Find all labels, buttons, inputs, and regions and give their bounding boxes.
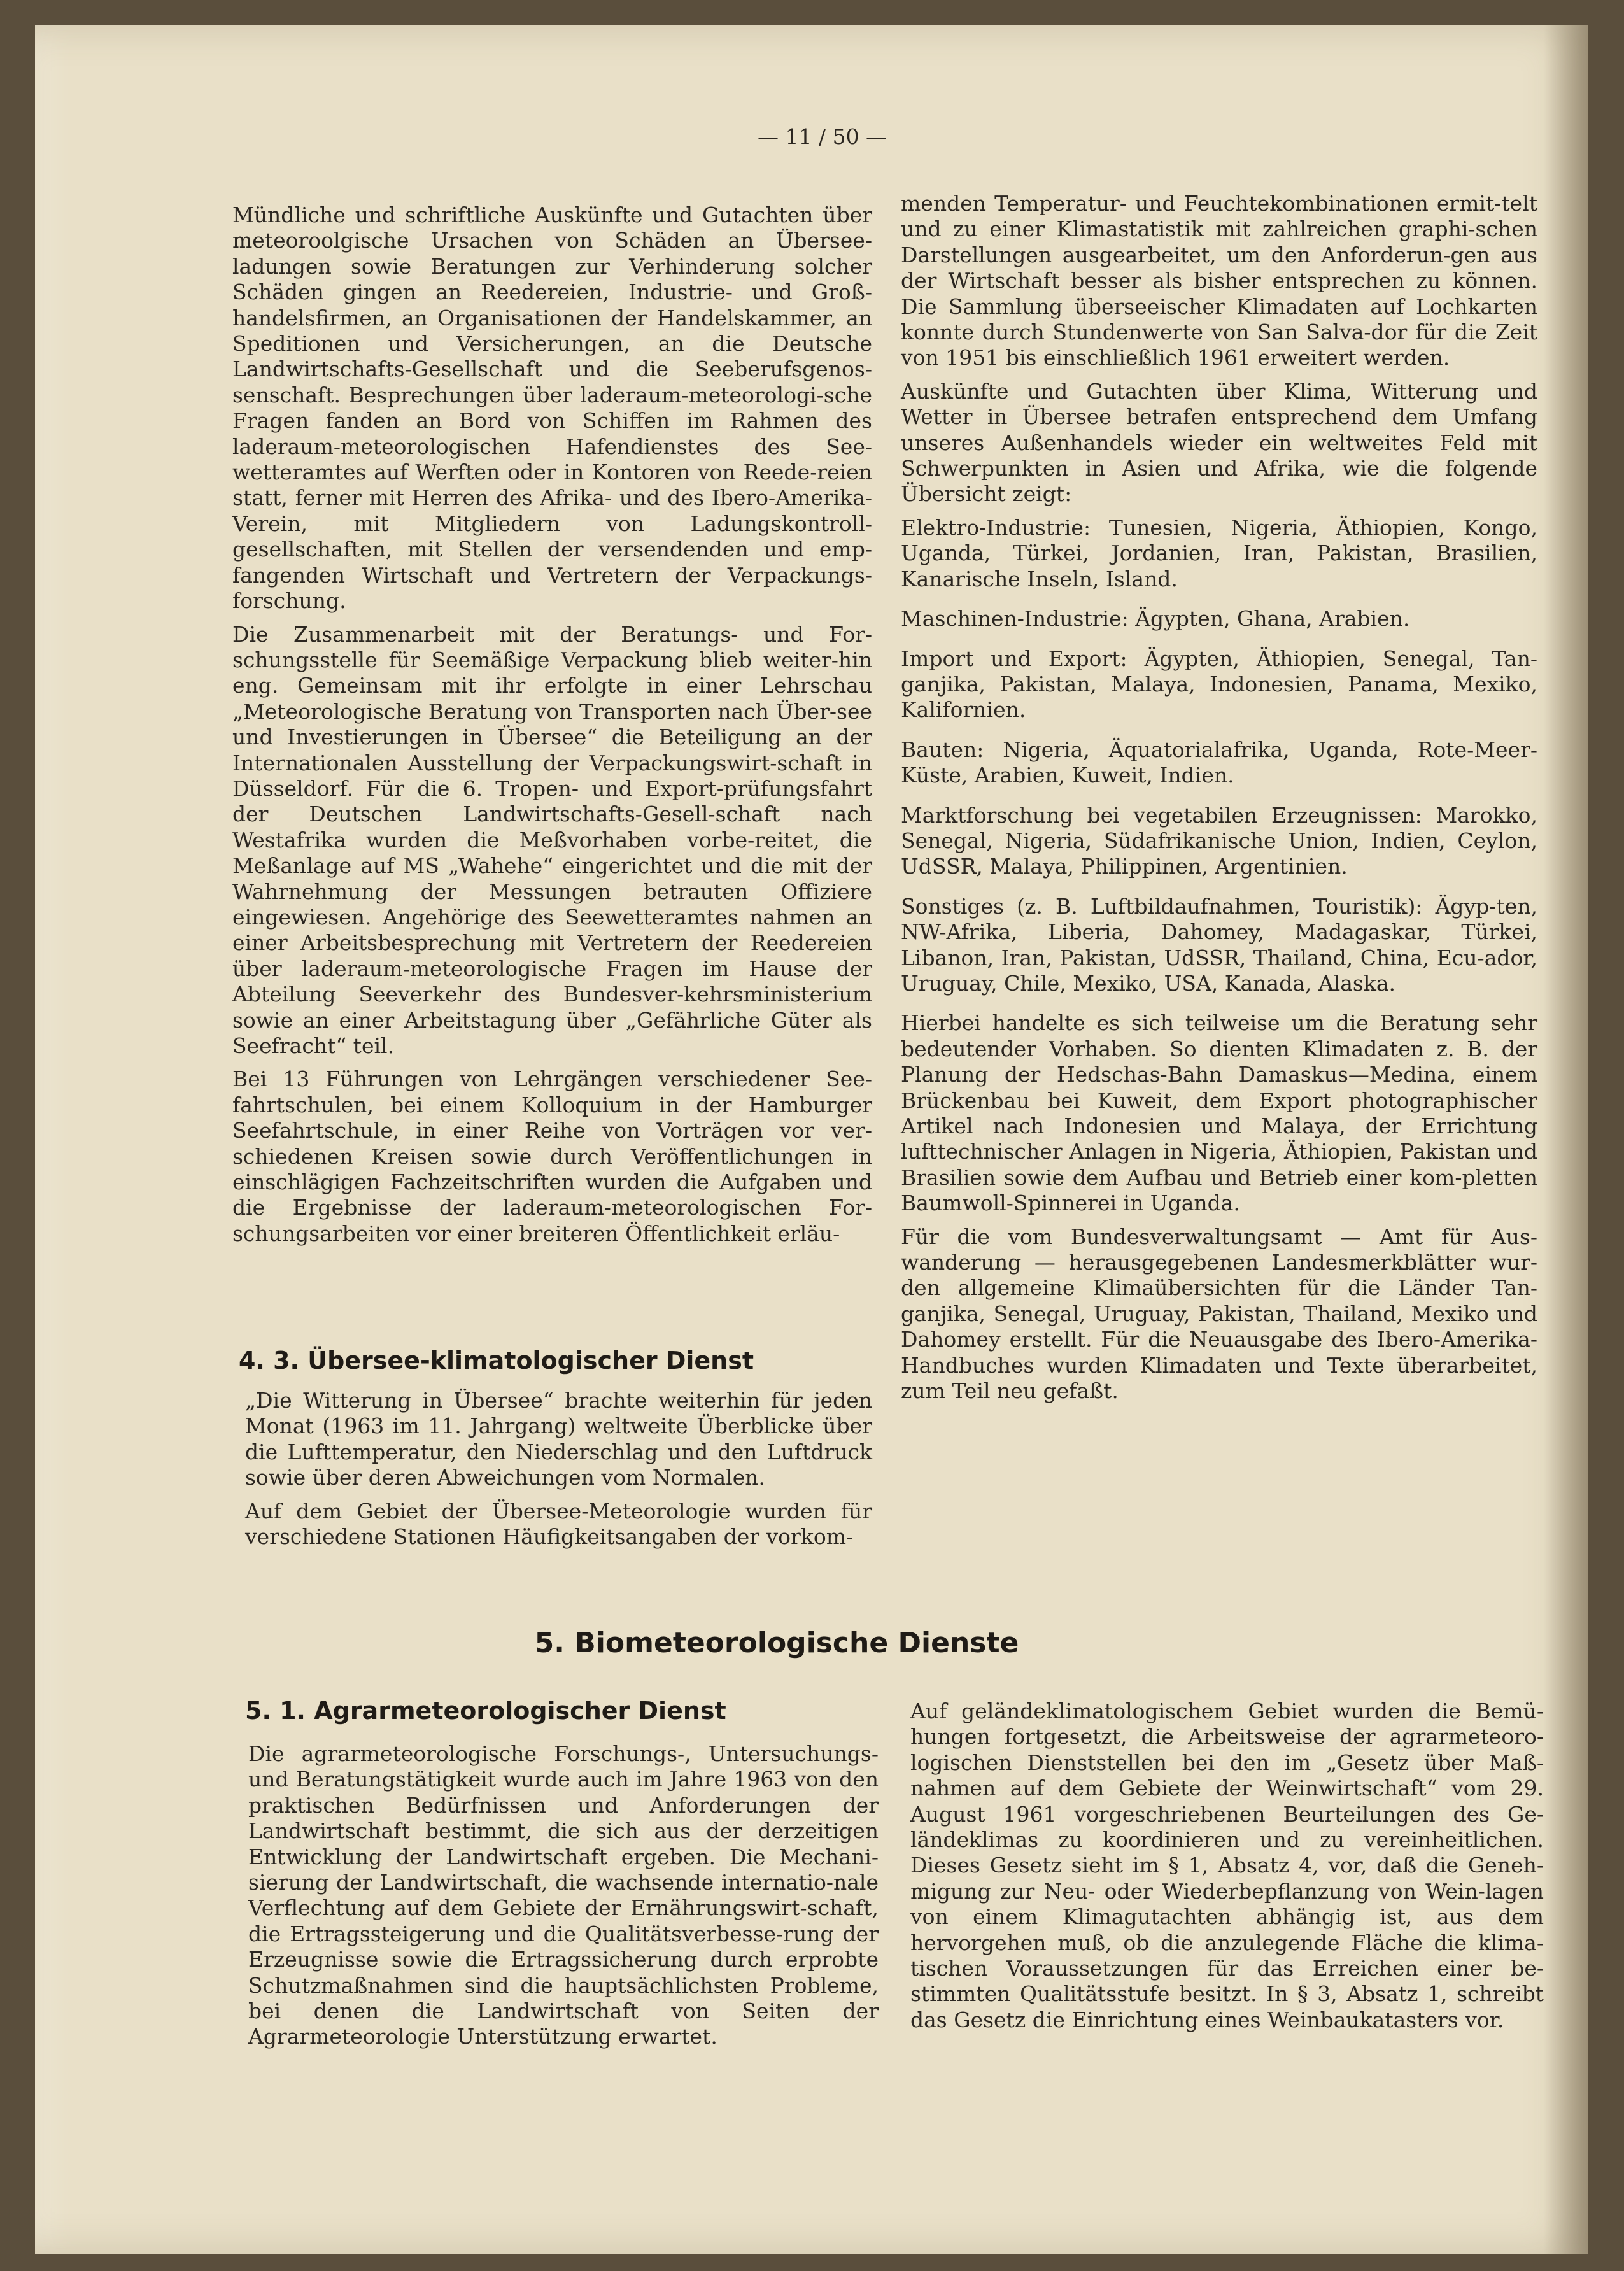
right-column-top: [901, 191, 1537, 1411]
paragraph: Die agrarmeteorologische Forschungs-, Untersuchungs- und Beratungstätigkeit wurde auch im Jahre 1963 von den praktischen Bedürfnissen und Anforderungen der Landwirtschaft bestimmt, die sich aus der derzeitigen Entwicklung der Landwirtschaft ergeben. Die Mechani-sierung der Landwirtschaft, die wachsende internatio-nale Verflechtung auf dem Gebiete der Ernährungswirt-schaft, die Ertragssteigerung und die Qualitätsverbesse-rung der Erzeugnisse sowie die Ertragssicherung durch erprobte Schutzmaßnahmen sind die hauptsächlichsten Probleme, bei denen die Landwirtschaft von Seiten der Agrarmeteorologie Unterstützung erwartet.: [248, 1741, 879, 2049]
paragraph: Auf dem Gebiet der Übersee-Meteorologie wurden für verschiedene Stationen Häufigkeitsangaben der vorkom-: [245, 1498, 872, 1550]
list-item: Import und Export: Ägypten, Äthiopien, Senegal, Tan-ganjika, Pakistan, Malaya, Indonesien, Panama, Mexiko, Kalifornien.: [901, 646, 1537, 723]
left-column-4-3: [245, 1388, 872, 1557]
list-item: Bauten: Nigeria, Äquatorialafrika, Uganda, Rote-Meer-Küste, Arabien, Kuweit, Indien.: [901, 737, 1537, 788]
list-item: Maschinen-Industrie: Ägypten, Ghana, Arabien.: [901, 606, 1410, 632]
section-heading-4-3: 4. 3. Übersee-klimatologischer Dienst: [239, 1347, 754, 1375]
section-heading-5-1: 5. 1. Agrarmeteorologischer Dienst: [245, 1697, 726, 1725]
paragraph: Bei 13 Führungen von Lehrgängen verschiedener See-fahrtschulen, bei einem Kolloquium in der Hamburger Seefahrtschule, in einer Reihe von Vorträgen vor ver-schiedenen Kreisen sowie durch Veröffentlichungen in einschlägigen Fachzeitschriften wurden die Aufgaben und die Ergebnisse der laderaum-meteorologischen For-schungsarbeiten vor einer breiteren Öffentlichkeit erläu-: [232, 1066, 872, 1246]
country-list: [901, 515, 1537, 997]
paragraph: Mündliche und schriftliche Auskünfte und Gutachten über meteoroolgische Ursachen von Schäden an Übersee-ladungen sowie Beratungen zur Verhinderung solcher Schäden gingen an Reedereien, Industrie- und Groß-handelsfirmen, an Organisationen der Handelskammer, an Speditionen und Versicherungen, an die Deutsche Landwirtschafts-Gesellschaft und die Seeberufsgenos-senschaft. Besprechungen über laderaum-meteorologi-sche Fragen fanden an Bord von Schiffen im Rahmen des laderaum-meteorologischen Hafendienstes des See-wetteramtes auf Werften oder in Kontoren von Reede-reien statt, ferner mit Herren des Afrika- und des Ibero-Amerika-Verein, mit Mitgliedern von Ladungskontroll-gesellschaften, mit Stellen der versendenden und emp-fangenden Wirtschaft und Vertretern der Verpackungs-forschung.: [232, 202, 872, 614]
list-item: Marktforschung bei vegetabilen Erzeugnissen: Marokko, Senegal, Nigeria, Südafrikanische Union, Indien, Ceylon, UdSSR, Malaya, Philippinen, Argentinien.: [901, 802, 1537, 879]
left-column-5-1: [248, 1741, 879, 2058]
paragraph: Auskünfte und Gutachten über Klima, Witterung und Wetter in Übersee betrafen entsprechend dem Umfang unseres Außenhandels wieder ein weltweites Feld mit Schwerpunkten in Asien und Afrika, wie die folgende Übersicht zeigt:: [901, 378, 1537, 507]
list-item: Elektro-Industrie: Tunesien, Nigeria, Äthiopien, Kongo, Uganda, Türkei, Jordanien, Iran, Pakistan, Brasilien, Kanarische Inseln, Island.: [901, 514, 1537, 591]
paragraph: Die Zusammenarbeit mit der Beratungs- und For-schungsstelle für Seemäßige Verpackung blieb weiter-hin eng. Gemeinsam mit ihr erfolgte in einer Lehrschau „Meteorologische Beratung von Transporten nach Über-see und Investierungen in Übersee“ die Beteiligung an der Internationalen Ausstellung der Verpackungswirt-schaft in Düsseldorf. Für die 6. Tropen- und Export-prüfungsfahrt der Deutschen Landwirtschafts-Gesell-schaft nach Westafrika wurden die Meßvorhaben vorbe-reitet, die Meßanlage auf MS „Wahehe“ eingerichtet und die mit der Wahrnehmung der Messungen betrauten Offiziere eingewiesen. Angehörige des Seewetteramtes nahmen an einer Arbeitsbesprechung mit Vertretern der Reedereien über laderaum-meteorologische Fragen im Hause der Abteilung Seeverkehr des Bundesver-kehrsministerium sowie an einer Arbeitstagung über „Gefährliche Güter als Seefracht“ teil.: [232, 621, 872, 1058]
paragraph: Hierbei handelte es sich teilweise um die Beratung sehr bedeutender Vorhaben. So dienten Klimadaten z. B. der Planung der Hedschas-Bahn Damaskus—Medina, einem Brückenbau bei Kuweit, dem Export photographischer Artikel nach Indonesien und Malaya, der Errichtung lufttechnischer Anlagen in Nigeria, Äthiopien, Pakistan und Brasilien sowie dem Aufbau und Betrieb einer kom-pletten Baumwoll-Spinnerei in Uganda.: [901, 1010, 1537, 1216]
page-number: — 11 / 50 —: [758, 124, 887, 149]
list-item: Sonstiges (z. B. Luftbildaufnahmen, Touristik): Ägyp-ten, NW-Afrika, Liberia, Dahomey, Madagaskar, Türkei, Libanon, Iran, Pakistan, UdSSR, Thailand, China, Ecu-ador, Uruguay, Chile, Mexiko, USA, Kanada, Alaska.: [901, 893, 1537, 996]
right-column-5-1: [910, 1699, 1544, 2041]
section-heading-5: 5. Biometeorologische Dienste: [534, 1627, 1019, 1659]
binding-shadow: [1544, 25, 1588, 2254]
paragraph: Für die vom Bundesverwaltungsamt — Amt für Aus-wanderung — herausgegebenen Landesmerkblätter wur-den allgemeine Klimaübersichten für die Länder Tan-ganjika, Senegal, Uruguay, Pakistan, Thailand, Mexiko und Dahomey erstellt. Für die Neuausgabe des Ibero-Amerika-Handbuches wurden Klimadaten und Texte überarbeitet, zum Teil neu gefaßt.: [901, 1224, 1537, 1404]
paragraph: „Die Witterung in Übersee“ brachte weiterhin für jeden Monat (1963 im 11. Jahrgang) weltweite Überblicke über die Lufttemperatur, den Niederschlag und den Luftdruck sowie über deren Abweichungen vom Normalen.: [245, 1388, 872, 1490]
paragraph: Auf geländeklimatologischem Gebiet wurden die Bemü-hungen fortgesetzt, die Arbeitsweise der agrarmeteoro-logischen Dienststellen bei den im „Gesetz über Maß-nahmen auf dem Gebiete der Weinwirtschaft“ vom 29. August 1961 vorgeschriebenen Beurteilungen des Ge-ländeklimas zu koordinieren und zu vereinheitlichen. Dieses Gesetz sieht im § 1, Absatz 4, vor, daß die Geneh-migung zur Neu- oder Wiederbepflanzung von Wein-lagen von einem Klimagutachten abhängig ist, aus dem hervorgehen muß, ob die anzulegende Fläche die klima-tischen Voraussetzungen für das Erreichen einer be-stimmten Qualitätsstufe besitzt. In § 3, Absatz 1, schreibt das Gesetz die Einrichtung eines Weinbaukatasters vor.: [910, 1699, 1544, 2032]
paragraph: menden Temperatur- und Feuchtekombinationen ermit-telt und zu einer Klimastatistik mit zahlreichen graphi-schen Darstellungen ausgearbeitet, um den Anforderun-gen aus der Wirtschaft besser als bisher entsprechen zu können. Die Sammlung überseeischer Klimadaten auf Lochkarten konnte durch Stundenwerte von San Salva-dor für die Zeit von 1951 bis einschließlich 1961 erweitert werden.: [901, 191, 1537, 371]
left-column-top: [232, 202, 872, 1254]
